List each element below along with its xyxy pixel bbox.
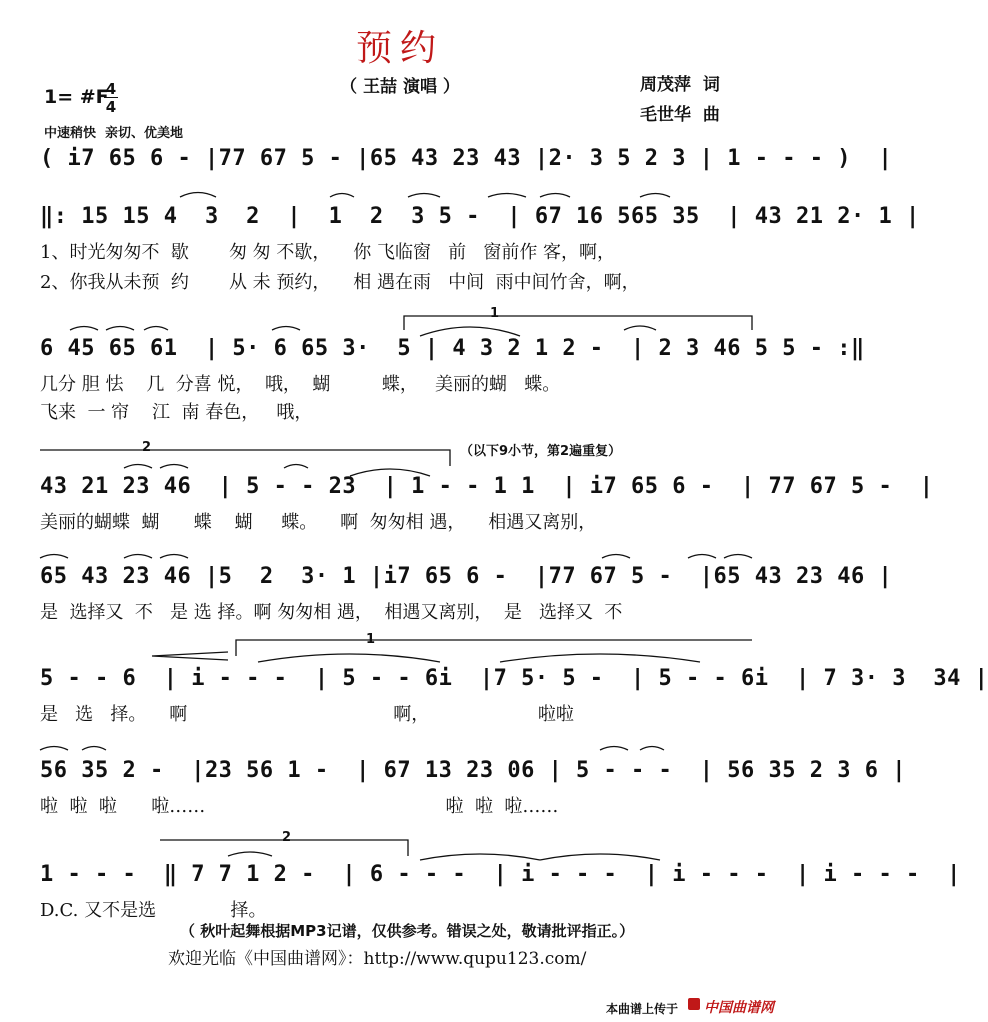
slur	[540, 194, 570, 198]
slur	[144, 327, 168, 331]
lyric-row-3-verse-2: 飞来 一 帘 江 南 春色， 哦，	[40, 402, 313, 423]
slur	[40, 747, 68, 751]
welcome-link-text[interactable]: 欢迎光临《中国曲谱网》：http://www.qupu123.com/	[168, 949, 587, 969]
slur	[500, 654, 700, 662]
notation-row-4: 43 21 23 46 | 5 - - 23 | 1 - - 1 1 | i7 65 6 - | 77 67 5 - |	[40, 474, 934, 499]
transcription-note: （ 秋叶起舞根据MP3记谱，仅供参考。错误之处，敬请批评指正。）	[180, 922, 635, 940]
notation-row-7: 56 35 2 - |23 56 1 - | 67 13 23 06 | 5 - - - | 56 35 2 3 6 |	[40, 758, 906, 783]
slur	[724, 555, 752, 559]
repeat-instruction: （以下9小节，第2遍重复）	[460, 444, 622, 459]
notation-row-5: 65 43 23 46 |5 2 3· 1 |i7 65 6 - |77 67 5 - |65 43 23 46 |	[40, 564, 893, 589]
slur	[106, 327, 134, 331]
slur	[124, 555, 152, 559]
volta-bracket-1-second	[236, 640, 752, 656]
notation-row-2: ‖: 15 15 4 3 2 | 1 2 3 5 - | 67 16 565 35 | 43 21 2· 1 |	[40, 204, 920, 229]
slur	[160, 465, 188, 469]
site-logo: 中国曲谱网	[704, 1000, 774, 1016]
notation-row-6: 5 - - 6 | i - - - | 5 - - 6i |7 5· 5 - | 5 - - 6i | 7 3· 3 34 |	[40, 666, 988, 691]
volta-2-label: 2	[142, 440, 152, 455]
slur	[350, 469, 430, 476]
lyric-row-8: D.C. 又不是选 择。	[40, 900, 267, 921]
slur	[124, 465, 152, 469]
slur	[600, 747, 628, 751]
volta-bracket-2	[40, 450, 450, 466]
lyric-row-5: 是 选择又 不 是 选 择。啊 匆匆相 遇， 相遇又离别， 是 选择又 不	[40, 602, 623, 623]
slur	[180, 193, 216, 198]
slur	[488, 194, 526, 198]
notation-row-3: 6 45 65 61 | 5· 6 65 3· 5 | 4 3 2 1 2 - | 2 3 46 5 5 - :‖	[40, 336, 865, 361]
time-signature-bottom: 4	[105, 98, 117, 116]
lyric-row-7: 啦 啦 啦 啦…… 啦 啦 啦……	[40, 796, 559, 817]
volta-1-label-second: 1	[366, 632, 376, 647]
slur	[408, 194, 440, 198]
slur	[640, 747, 664, 751]
lyric-row-2-verse-2: 2、你我从未预 约 从 未 预约， 相 遇在雨 中间 雨中间竹舍，啊，	[40, 272, 640, 293]
upload-notice: 本曲谱上传于	[606, 1002, 679, 1016]
singer-credit: （ 王喆 演唱 ）	[340, 77, 460, 97]
slur	[284, 465, 308, 469]
slur	[540, 854, 660, 860]
notation-row-1: ( i7 65 6 - |77 67 5 - |65 43 23 43 |2· 3 5 2 3 | 1 - - - ) |	[40, 146, 893, 171]
slur	[258, 654, 440, 662]
lyric-row-2-verse-1: 1、时光匆匆不 歇 匆 匆 不歇， 你 飞临窗 前 窗前作 客，啊，	[40, 242, 616, 263]
slur	[602, 555, 630, 559]
slur	[688, 555, 716, 559]
slur	[420, 854, 540, 860]
slur	[82, 747, 106, 751]
slur	[624, 326, 656, 330]
slur	[330, 194, 354, 198]
song-title: 预约	[355, 28, 444, 69]
slur	[272, 327, 300, 331]
lyric-row-6: 是 选 择。 啊 啊， 啦啦	[40, 704, 574, 725]
composer-credit: 毛世华 曲	[640, 105, 720, 125]
lyric-row-3-verse-1: 几分 胆 怯 几 分喜 悦， 哦， 蝴 蝶， 美丽的蝴 蝶。	[40, 374, 561, 395]
tempo-marking: 中速稍快 亲切、优美地	[44, 126, 184, 141]
slur	[228, 852, 272, 856]
crescendo-mark	[152, 652, 228, 660]
time-signature-top: 4	[105, 80, 117, 98]
slur	[70, 327, 98, 331]
lyricist-credit: 周茂萍 词	[640, 75, 720, 95]
volta-1-label: 1	[490, 306, 500, 321]
slur	[160, 555, 188, 559]
key-signature: 1= #F	[44, 86, 109, 108]
volta-bracket-2-second	[160, 840, 408, 856]
notation-row-8: 1 - - - ‖ 7 7 1 2 - | 6 - - - | i - - - | i - - - | i - - - |	[40, 862, 961, 887]
slur	[40, 555, 68, 559]
lyric-row-4: 美丽的蝴蝶 蝴 蝶 蝴 蝶。 啊 匆匆相 遇， 相遇又离别，	[40, 512, 597, 533]
slur	[640, 194, 670, 198]
volta-2-label-second: 2	[282, 830, 292, 845]
slur	[420, 327, 520, 336]
